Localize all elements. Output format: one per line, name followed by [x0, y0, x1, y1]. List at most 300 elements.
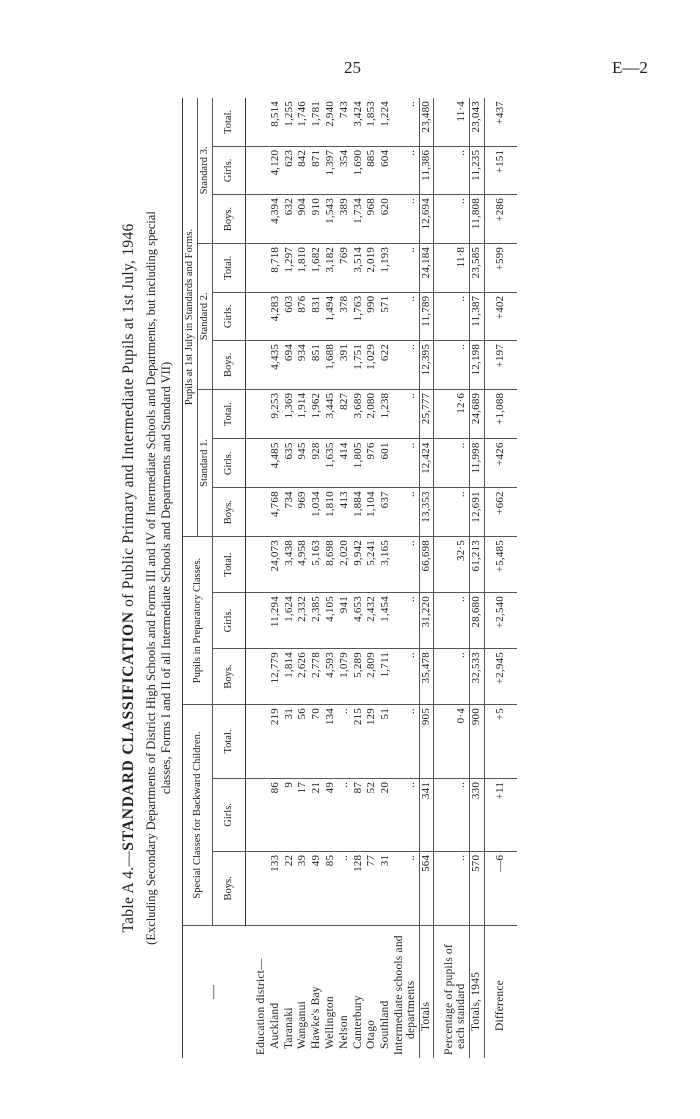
cell-value: 1,029 — [365, 340, 379, 389]
cell-value: 904 — [296, 195, 310, 244]
cell-value: 414 — [338, 439, 352, 488]
cell-value: 1,734 — [352, 195, 366, 244]
cell-value: 4,120 — [269, 146, 283, 194]
spacer-cell — [484, 439, 494, 488]
empty-cell — [255, 146, 269, 194]
spacer-cell — [484, 778, 494, 851]
cell-value: 1,369 — [283, 389, 297, 439]
cell-value: 128 — [352, 851, 366, 925]
cell-value: +599 — [494, 243, 508, 292]
row-label — [352, 926, 366, 1059]
empty-cell — [255, 439, 269, 488]
percentage-row — [443, 98, 469, 1058]
spacer-cell — [434, 389, 444, 439]
cell-value: 1,805 — [352, 439, 366, 488]
col-girls: Girls. — [213, 439, 246, 488]
classification-table — [182, 98, 517, 1058]
spacer-cell — [434, 593, 444, 649]
spacer-cell — [508, 389, 517, 439]
cell-value: 23,043 — [469, 98, 484, 146]
cell-value: 12,694 — [419, 195, 434, 244]
spacer-row — [434, 98, 444, 1058]
cell-value: +5 — [494, 705, 508, 779]
cell-value: +11 — [494, 778, 508, 851]
district-row — [283, 98, 297, 1058]
cell-value: .. — [393, 488, 419, 537]
row-label — [379, 926, 393, 1059]
cell-value: 51 — [379, 705, 393, 779]
cell-value: 31 — [379, 851, 393, 925]
cell-value: 11,294 — [269, 593, 283, 649]
cell-value: 24,184 — [419, 243, 434, 292]
cell-value: .. — [393, 705, 419, 779]
spacer-cell — [246, 146, 256, 194]
cell-value: .. — [393, 292, 419, 340]
cell-value: 23,585 — [469, 243, 484, 292]
cell-value: 21 — [310, 778, 324, 851]
cell-value: +662 — [494, 488, 508, 537]
district-row — [324, 98, 338, 1058]
cell-value: 8,514 — [269, 98, 283, 146]
empty-cell — [255, 537, 269, 593]
cell-value: .. — [393, 98, 419, 146]
cell-value: 941 — [338, 593, 352, 649]
col-boys: Boys. — [213, 488, 246, 537]
cell-value: 1,397 — [324, 146, 338, 194]
header-standard-1: Standard 1. — [198, 389, 213, 536]
row-label — [365, 926, 379, 1059]
spacer-row — [508, 98, 517, 1058]
cell-value: .. — [443, 340, 469, 389]
cell-value: 622 — [379, 340, 393, 389]
cell-value: 3,514 — [352, 243, 366, 292]
cell-value: 2,809 — [365, 649, 379, 705]
spacer-cell — [246, 340, 256, 389]
cell-value: 35,478 — [419, 649, 434, 705]
cell-value: 9,253 — [269, 389, 283, 439]
spacer-cell — [484, 593, 494, 649]
row-label-line: Totals — [419, 1001, 432, 1031]
spacer-cell — [246, 389, 256, 439]
cell-value: 976 — [365, 439, 379, 488]
cell-value: 330 — [469, 778, 484, 851]
cell-value: 52 — [365, 778, 379, 851]
cell-value: 5,163 — [310, 537, 324, 593]
cell-value: +151 — [494, 146, 508, 194]
spacer-cell — [434, 439, 444, 488]
cell-value: 1,688 — [324, 340, 338, 389]
spacer-cell — [246, 778, 256, 851]
stub-header: — — [183, 926, 246, 1059]
row-label-line: Nelson — [337, 1015, 350, 1049]
col-total: Total. — [213, 243, 246, 292]
cell-value: 133 — [269, 851, 283, 925]
cell-value: 4,435 — [269, 340, 283, 389]
spacer-cell — [508, 705, 517, 779]
cell-value: 11,789 — [419, 292, 434, 340]
cell-value: 603 — [283, 292, 297, 340]
cell-value: 32·5 — [443, 537, 469, 593]
header-standards-forms: Pupils at 1st July in Standards and Forms. — [183, 98, 198, 537]
cell-value: 12,424 — [419, 439, 434, 488]
cell-value: 2,626 — [296, 649, 310, 705]
col-girls: Girls. — [213, 146, 246, 194]
row-label — [283, 926, 297, 1059]
cell-value: 990 — [365, 292, 379, 340]
cell-value: 77 — [365, 851, 379, 925]
spacer-cell — [484, 705, 494, 779]
cell-value: 20 — [379, 778, 393, 851]
spacer-cell — [484, 649, 494, 705]
totals-1945-row — [469, 98, 484, 1058]
spacer-cell — [246, 649, 256, 705]
cell-value: 32,533 — [469, 649, 484, 705]
cell-value: 4,105 — [324, 593, 338, 649]
spacer-cell — [434, 146, 444, 194]
empty-cell — [255, 243, 269, 292]
cell-value: .. — [393, 146, 419, 194]
cell-value: 0·4 — [443, 705, 469, 779]
row-label — [255, 926, 269, 1059]
cell-value: 1,454 — [379, 593, 393, 649]
row-label-line: Southland — [379, 1000, 392, 1049]
spacer-cell — [246, 593, 256, 649]
empty-cell — [255, 705, 269, 779]
spacer-cell — [508, 195, 517, 244]
cell-value: 4,394 — [269, 195, 283, 244]
cell-value: 601 — [379, 439, 393, 488]
cell-value: 769 — [338, 243, 352, 292]
col-total: Total. — [213, 98, 246, 146]
spacer-cell — [246, 488, 256, 537]
cell-value: 11·8 — [443, 243, 469, 292]
row-label-line: Taranaki — [282, 1007, 295, 1049]
cell-value: 620 — [379, 195, 393, 244]
cell-value: 1,810 — [324, 488, 338, 537]
cell-value: 1,193 — [379, 243, 393, 292]
header-standard-3: Standard 3. — [198, 98, 213, 243]
spacer-cell — [508, 778, 517, 851]
cell-value: 1,104 — [365, 488, 379, 537]
spacer-cell — [434, 649, 444, 705]
cell-value: 12,198 — [469, 340, 484, 389]
cell-value: 2,332 — [296, 593, 310, 649]
cell-value: 1,238 — [379, 389, 393, 439]
cell-value: 1,962 — [310, 389, 324, 439]
spacer-cell — [434, 778, 444, 851]
cell-value: 12,395 — [419, 340, 434, 389]
cell-value: 1,494 — [324, 292, 338, 340]
cell-value: .. — [338, 778, 352, 851]
cell-value: .. — [393, 243, 419, 292]
cell-value: .. — [393, 340, 419, 389]
cell-value: 3,445 — [324, 389, 338, 439]
cell-value: +5,485 — [494, 537, 508, 593]
cell-value: 4,593 — [324, 649, 338, 705]
spacer-cell — [246, 851, 256, 925]
cell-value: 623 — [283, 146, 297, 194]
cell-value: .. — [443, 439, 469, 488]
cell-value: 1,297 — [283, 243, 297, 292]
cell-value: 85 — [324, 851, 338, 925]
district-row — [310, 98, 324, 1058]
spacer-row — [484, 98, 494, 1058]
spacer-cell — [246, 243, 256, 292]
cell-value: —6 — [494, 851, 508, 925]
spacer-cell — [484, 243, 494, 292]
spacer-cell — [246, 926, 256, 1059]
spacer-cell — [434, 851, 444, 925]
empty-cell — [255, 195, 269, 244]
cell-value: 1,624 — [283, 593, 297, 649]
cell-value: 341 — [419, 778, 434, 851]
cell-value: .. — [393, 439, 419, 488]
cell-value: 1,853 — [365, 98, 379, 146]
cell-value: 1,079 — [338, 649, 352, 705]
col-boys: Boys. — [213, 340, 246, 389]
spacer-cell — [246, 98, 256, 146]
empty-cell — [255, 98, 269, 146]
cell-value: 1,751 — [352, 340, 366, 389]
cell-value: 2,778 — [310, 649, 324, 705]
cell-value: 4,768 — [269, 488, 283, 537]
table-title-rest: of Public Primary and Intermediate Pupils at 1st July, 1946 — [120, 223, 137, 612]
cell-value: 9,942 — [352, 537, 366, 593]
row-label-line: Wanganui — [296, 1001, 309, 1049]
cell-value: 24,689 — [469, 389, 484, 439]
cell-value: 12·6 — [443, 389, 469, 439]
cell-value: 11,808 — [469, 195, 484, 244]
cell-value: 1,635 — [324, 439, 338, 488]
cell-value: 3,424 — [352, 98, 366, 146]
row-label — [310, 926, 324, 1059]
cell-value: 49 — [310, 851, 324, 925]
spacer-cell — [434, 488, 444, 537]
page-number: 25 — [344, 58, 361, 77]
cell-value: 831 — [310, 292, 324, 340]
cell-value: 1,746 — [296, 98, 310, 146]
cell-value: +437 — [494, 98, 508, 146]
cell-value: +2,945 — [494, 649, 508, 705]
cell-value: 4,283 — [269, 292, 283, 340]
spacer-cell — [484, 340, 494, 389]
district-row — [379, 98, 393, 1058]
spacer-cell — [508, 488, 517, 537]
page-code: E—2 — [612, 58, 648, 77]
cell-value: 215 — [352, 705, 366, 779]
cell-value: 11,998 — [469, 439, 484, 488]
subtitle-line-2: classes, Forms I and II of all Intermediate Schools and Departments and Standard VII) — [159, 361, 173, 795]
cell-value: 413 — [338, 488, 352, 537]
cell-value: 1,814 — [283, 649, 297, 705]
cell-value: 905 — [419, 705, 434, 779]
cell-value: .. — [443, 851, 469, 925]
cell-value: 3,689 — [352, 389, 366, 439]
district-row — [352, 98, 366, 1058]
cell-value: 13,353 — [419, 488, 434, 537]
row-label-line: each standard — [455, 983, 468, 1049]
spacer-cell — [246, 439, 256, 488]
cell-value: 2,432 — [365, 593, 379, 649]
cell-value: 842 — [296, 146, 310, 194]
cell-value: 1,711 — [379, 649, 393, 705]
cell-value: 12,779 — [269, 649, 283, 705]
spacer-cell — [434, 926, 444, 1059]
row-label-line: Wellington — [323, 996, 336, 1049]
col-boys: Boys. — [213, 649, 246, 705]
cell-value: 1,543 — [324, 195, 338, 244]
spacer-cell — [434, 340, 444, 389]
spacer-cell — [246, 292, 256, 340]
col-total: Total. — [213, 389, 246, 439]
cell-value: 3,165 — [379, 537, 393, 593]
col-boys: Boys. — [213, 195, 246, 244]
spacer-cell — [434, 705, 444, 779]
cell-value: 934 — [296, 340, 310, 389]
cell-value: 1,682 — [310, 243, 324, 292]
cell-value: +1,088 — [494, 389, 508, 439]
spacer-cell — [484, 292, 494, 340]
spacer-cell — [246, 195, 256, 244]
cell-value: .. — [443, 292, 469, 340]
spacer-cell — [484, 195, 494, 244]
cell-value: 12,691 — [469, 488, 484, 537]
spacer-cell — [484, 146, 494, 194]
cell-value: 129 — [365, 705, 379, 779]
spacer-cell — [434, 243, 444, 292]
cell-value: 66,698 — [419, 537, 434, 593]
table-title — [120, 88, 138, 1068]
district-row — [296, 98, 310, 1058]
cell-value: 2,019 — [365, 243, 379, 292]
row-label — [393, 926, 419, 1059]
cell-value: .. — [443, 146, 469, 194]
cell-value: 56 — [296, 705, 310, 779]
row-label-line: Totals, 1945 — [469, 971, 482, 1031]
spacer-cell — [508, 439, 517, 488]
spacer-row — [246, 98, 256, 1058]
edu-district-heading-row — [255, 98, 269, 1058]
cell-value: 2,020 — [338, 537, 352, 593]
cell-value: 134 — [324, 705, 338, 779]
cell-value: 2,940 — [324, 98, 338, 146]
cell-value: .. — [393, 593, 419, 649]
district-row — [365, 98, 379, 1058]
cell-value: 17 — [296, 778, 310, 851]
cell-value: 571 — [379, 292, 393, 340]
cell-value: 743 — [338, 98, 352, 146]
cell-value: .. — [443, 649, 469, 705]
empty-cell — [255, 778, 269, 851]
cell-value: 25,777 — [419, 389, 434, 439]
cell-value: 5,289 — [352, 649, 366, 705]
cell-value: 635 — [283, 439, 297, 488]
rotated-table-page — [120, 88, 700, 1068]
spacer-cell — [508, 649, 517, 705]
cell-value: 23,480 — [419, 98, 434, 146]
cell-value: 851 — [310, 340, 324, 389]
cell-value: 9 — [283, 778, 297, 851]
row-label-line: Otago — [365, 1019, 378, 1049]
col-girls: Girls. — [213, 593, 246, 649]
table-subtitle — [144, 88, 174, 1068]
row-label-line: Canterbury — [351, 995, 364, 1049]
header-standard-2: Standard 2. — [198, 243, 213, 389]
spacer-cell — [434, 98, 444, 146]
spacer-cell — [246, 537, 256, 593]
cell-value: 11,386 — [419, 146, 434, 194]
empty-cell — [255, 292, 269, 340]
cell-value: 31,220 — [419, 593, 434, 649]
row-label-line: Education district— — [255, 958, 267, 1055]
row-label-line: Auckland — [268, 1002, 281, 1049]
table-body — [246, 98, 517, 1058]
cell-value: 39 — [296, 851, 310, 925]
row-label — [469, 926, 484, 1059]
cell-value: +286 — [494, 195, 508, 244]
spacer-cell — [484, 926, 494, 1059]
cell-value: +426 — [494, 439, 508, 488]
cell-value: 28,680 — [469, 593, 484, 649]
col-girls: Girls. — [213, 778, 246, 851]
subtitle-line-1: (Excluding Secondary Departments of District High Schools and Forms III and IV of Intermediate Schools and Departments, but including special — [144, 211, 158, 945]
cell-value: 885 — [365, 146, 379, 194]
cell-value: 1,914 — [296, 389, 310, 439]
spacer-cell — [484, 537, 494, 593]
difference-row — [494, 98, 508, 1058]
empty-cell — [255, 389, 269, 439]
spacer-cell — [484, 851, 494, 925]
spacer-cell — [484, 98, 494, 146]
cell-value: 969 — [296, 488, 310, 537]
cell-value: 70 — [310, 705, 324, 779]
spacer-cell — [508, 98, 517, 146]
cell-value: .. — [393, 851, 419, 925]
intermediate-row — [393, 98, 419, 1058]
table-title-prefix: Table A 4.— — [120, 850, 137, 933]
empty-cell — [255, 488, 269, 537]
spacer-cell — [246, 705, 256, 779]
cell-value: 11·4 — [443, 98, 469, 146]
cell-value: 900 — [469, 705, 484, 779]
cell-value: 49 — [324, 778, 338, 851]
header-special-classes: Special Classes for Backward Children. — [183, 705, 213, 926]
cell-value: .. — [393, 649, 419, 705]
spacer-cell — [484, 389, 494, 439]
row-label — [296, 926, 310, 1059]
cell-value: 910 — [310, 195, 324, 244]
row-label-line: departments — [404, 980, 417, 1039]
cell-value: 11,235 — [469, 146, 484, 194]
cell-value: 11,387 — [469, 292, 484, 340]
empty-cell — [255, 851, 269, 925]
cell-value: .. — [443, 778, 469, 851]
cell-value: .. — [393, 389, 419, 439]
cell-value: 945 — [296, 439, 310, 488]
col-girls: Girls. — [213, 292, 246, 340]
row-label-line: Percentage of pupils of — [443, 944, 456, 1055]
cell-value: .. — [443, 488, 469, 537]
cell-value: 219 — [269, 705, 283, 779]
cell-value: 1,763 — [352, 292, 366, 340]
cell-value: .. — [393, 537, 419, 593]
cell-value: 24,073 — [269, 537, 283, 593]
cell-value: 5,241 — [365, 537, 379, 593]
cell-value: 604 — [379, 146, 393, 194]
table-title-main: STANDARD CLASSIFICATION — [120, 611, 137, 851]
row-label-line: Intermediate schools and — [392, 935, 405, 1055]
cell-value: +2,540 — [494, 593, 508, 649]
